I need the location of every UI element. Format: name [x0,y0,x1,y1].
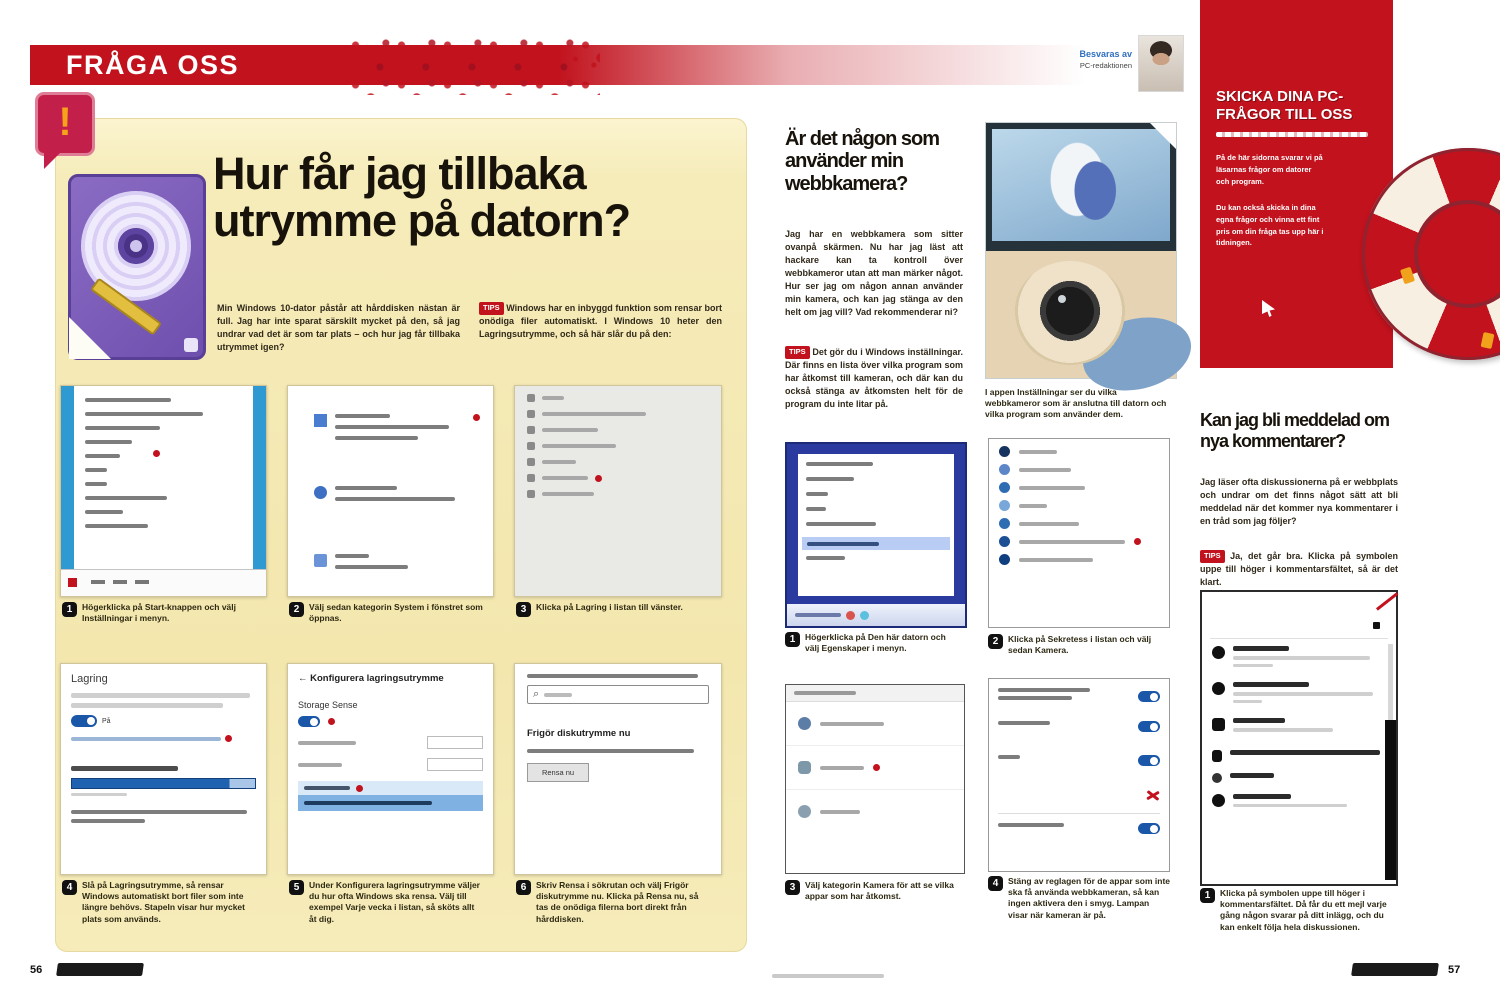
skeleton-line [998,721,1050,725]
sidebar-title: SKICKA DINA PC-FRÅGOR TILL OSS [1216,88,1353,123]
avatar [1212,794,1225,807]
annotation-dot [153,450,160,457]
skeleton-line [335,497,455,501]
step-number-badge: 2 [289,602,304,617]
page-curl [1150,123,1176,149]
step-caption: 3 Klicka på Lagring i listan till vänster. [516,602,712,617]
step-number-badge: 3 [516,602,531,617]
toggle-on [1138,755,1160,766]
lifebuoy-center [1414,200,1500,308]
skeleton-line [527,749,694,753]
byline-label: Besvaras av [1079,49,1132,59]
annotation-dot [1134,538,1141,545]
skeleton-line [71,693,250,698]
skeleton-line [71,810,247,814]
step-number-badge: 5 [289,880,304,895]
screenshot-settings-list [514,385,722,597]
step-number-badge: 1 [62,602,77,617]
step-number-badge: 6 [516,880,531,895]
skeleton-line [85,468,107,472]
annotation-scribble [1146,789,1160,801]
shutdown-icon [846,611,855,620]
comment-item [1212,718,1376,739]
skeleton-line [806,522,876,526]
toggle-on [1138,823,1160,834]
lifebuoy-mark [1400,267,1415,285]
skeleton-line [335,554,369,558]
author-photo [1138,35,1184,92]
screenshot-start-menu [60,385,267,597]
storage-usage-bar [71,778,256,789]
step-caption: 1 Högerklicka på Den här datorn och välj Egenskaper i menyn. [785,632,961,654]
annotation-dot [225,735,232,742]
annotation-dot [595,475,602,482]
magazine-logo [1351,963,1439,976]
screenshot-storage-settings: Lagring På [60,663,267,875]
annotation-dot [873,764,880,771]
toggle-on [298,716,320,727]
q2-answer-text: TIPS Det gör du i Windows inställningar. Där finns en lista över vilka program som har åtkomst till kameran, och där kan du också stänga av åtkomsten helt för de program du inte litar på. [785,347,963,410]
skeleton-line [71,819,145,823]
comment-item [1212,794,1376,815]
screenshot-camera-section [785,684,965,874]
q1-answer-text: TIPS Windows har en inbyggd funktion som rensar bort onödiga filer automatiskt. I Windows 10 heter den Lagringsutrymme, och så här slår du på den: [479,303,722,340]
skeleton-line [1233,804,1347,808]
q1-headline: Hur får jag tillbaka utrymme på datorn? [213,148,631,247]
step-caption: 1 Högerklicka på Start-knappen och välj Inställningar i menyn. [62,602,257,624]
byline-name: PC-redaktionen [1079,61,1132,70]
highlighted-menu-item [802,537,950,550]
magazine-logo [56,963,144,976]
lifebuoy-mark [1481,332,1495,349]
avatar [1212,750,1222,762]
skeleton-line [85,482,107,486]
harddisk-illustration [68,174,206,360]
q1-question-text: Min Windows 10-dator påstår att hårddisken nästan är full. Jag har inte sparat särskilt mycket på den, så jag undrar vad det är som tar plats – och hur jag får tillbaka utrymmet igen? [217,303,460,353]
dropdown-open-row [298,781,483,795]
skeleton-line [1233,664,1273,668]
back-arrow-icon: ← [298,673,311,684]
step-number-badge: 3 [785,880,800,895]
step-number-badge: 4 [62,880,77,895]
page-number-right: 57 [1448,964,1461,976]
tips-badge: TIPS [785,346,810,359]
search-icon: ⌕ [533,688,540,700]
dropdown-selected-item [298,795,483,811]
step-caption: 2 Klicka på Sekretess i listan och välj sedan Kamera. [988,634,1166,656]
skeleton-line [85,454,120,458]
comment-item [1212,646,1376,671]
annotation-arrow [1376,592,1398,610]
exclamation-bubble-icon: ! [35,92,95,156]
cleanup-heading: Frigör diskutrymme nu [527,728,631,739]
step-number-badge: 1 [1200,888,1215,903]
skeleton-line [806,556,845,560]
q3-answer-text: TIPS Ja, det går bra. Klicka på symbolen uppe till höger i kommentarsfältet, så är det klart. [1200,551,1398,588]
sidebar-paragraph: Du kan också skicka in dina egna frågor och vinna ett fint pris om din fråga tas upp här i tidningen. [1216,203,1324,248]
page-number-left: 56 [30,964,43,976]
skeleton-line [1233,700,1262,704]
sidebar-paragraph: På de här sidorna svarar vi på läsarnas frågor om datorer och program. [1216,153,1323,186]
step-number-badge: 1 [785,632,800,647]
dropdown [427,758,483,771]
skeleton-line [85,412,203,416]
step-caption: 4 Stäng av reglagen för de appar som inte ska få använda webbkameran, så kan ingen aktivera den i smyg. Lampan visar när kameran är på. [988,876,1170,921]
skeleton-line [1233,692,1373,696]
step-caption: 6 Skriv Rensa i sökrutan och välj Frigör diskutrymme nu. Klicka på Rensa nu, så tas de onödiga filerna bort direkt från hårddisken. [516,880,712,925]
tips-badge: TIPS [1200,550,1225,563]
skeleton-line [998,696,1072,700]
step-caption: 4 Slå på Lagringsutrymme, så rensar Windows automatiskt bort filer som inte längre behövs. Stapeln visar hur mycket plats som används. [62,880,257,925]
step-caption: 1 Klicka på symbolen uppe till höger i kommentarsfältet. Då får du ett mejl varje gång någon svarar på ditt inlägg, och du kan enkelt följa hela diskussionen. [1200,888,1396,933]
avatar [1212,646,1225,659]
storage-heading: Lagring [71,673,108,685]
comment-item [1212,773,1376,783]
screenshot-xp-start-menu [785,442,967,628]
toggle-on [1138,691,1160,702]
skeleton-line [1233,656,1370,660]
subscribe-icon [1373,622,1380,629]
skeleton-line [85,510,123,514]
footer-fineprint [772,974,884,978]
sidebar-divider [1216,132,1368,137]
skeleton-line [85,524,148,528]
scrollbar-dark [1385,720,1396,880]
skeleton-line [335,436,418,440]
webcam-device [1014,261,1126,365]
skeleton-line [806,492,828,496]
annotation-dot [328,718,335,725]
q3-question-text: Jag läser ofta diskussionerna på er webbplats och undrar om det finns något sätt att bli meddelad när det kommer nya kommentarer i en tråd som jag följer? [1200,477,1398,527]
skeleton-line [71,766,178,771]
skeleton-line [335,486,397,490]
skeleton-line [335,425,449,429]
skeleton-line [85,440,132,444]
q2-headline: Är det någon som använder min webbkamera? [785,128,940,195]
step-number-badge: 2 [988,634,1003,649]
skeleton-line [806,477,854,481]
logoff-icon [860,611,869,620]
screenshot-privacy-categories [988,438,1170,628]
q2-question-text: Jag har en webbkamera som sitter ovanpå skärmen. Nu har jag läst att hackare kan ta kontroll över webbkameror utan att man märker något. Hur ser jag om någon annan använder min kamera, och kan jag stänga av den helt om jag vill? Vad rekommenderar ni? [785,229,963,318]
skeleton-line [85,496,167,500]
skeleton-line [806,507,826,511]
comment-item [1212,682,1376,707]
monitor-screen [992,129,1170,241]
screenshot-disk-cleanup [514,663,722,875]
sidebar-send-questions [1200,0,1393,368]
step-caption: 3 Välj kategorin Kamera för att se vilka appar som har åtkomst. [785,880,961,902]
section-title: FRÅGA OSS [66,50,240,80]
settings-icon [314,414,327,427]
step-caption: 5 Under Konfigurera lagringsutrymme väljer du hur ofta Windows ska rensa. Välj till exempel Varje vecka i listan, så sköts allt åt dig. [289,880,484,925]
toggle-on [1138,721,1160,732]
skeleton-line [71,793,127,796]
skeleton-line [1233,728,1333,732]
skeleton-line [998,755,1020,759]
avatar [1212,682,1225,695]
skeleton-line [335,565,408,569]
screenshot-settings-home [287,385,494,597]
banner-decoration [350,33,600,95]
step-number-badge: 4 [988,876,1003,891]
annotation-dot [356,785,363,792]
toggle-on [71,715,97,727]
skeleton-line [85,398,171,402]
screenshot-app-toggles [988,678,1170,872]
step-caption: 2 Välj sedan kategorin System i fönstret som öppnas. [289,602,484,624]
skeleton-line [85,426,160,430]
skeleton-line [998,823,1064,827]
q3-headline: Kan jag bli meddelad om nya kommentarer? [1200,410,1390,451]
webcam-photo [985,122,1177,379]
avatar [1212,718,1225,731]
byline [1030,49,1132,70]
taskbar-logo [68,578,77,587]
comment-item [1212,750,1376,762]
avatar [1212,773,1222,783]
settings-icon [314,554,327,567]
screenshot-storage-sense-config: ← Konfigurera lagringsutrymme Storage Sense [287,663,494,875]
dropdown [427,736,483,749]
clean-now-button: Rensa nu [527,763,589,782]
skeleton-line [335,414,390,418]
photo-caption: I appen Inställningar ser du vilka webbkameror som är anslutna till datorn och vilka program som använder dem. [985,387,1167,420]
skeleton-line [527,674,698,678]
screenshot-comments-list [1200,590,1398,886]
tips-badge: TIPS [479,302,504,315]
search-box [527,685,709,704]
annotation-dot [473,414,480,421]
skeleton-line [998,688,1090,692]
skeleton-line [71,703,223,708]
settings-icon [314,486,327,499]
skeleton-line [806,462,873,466]
